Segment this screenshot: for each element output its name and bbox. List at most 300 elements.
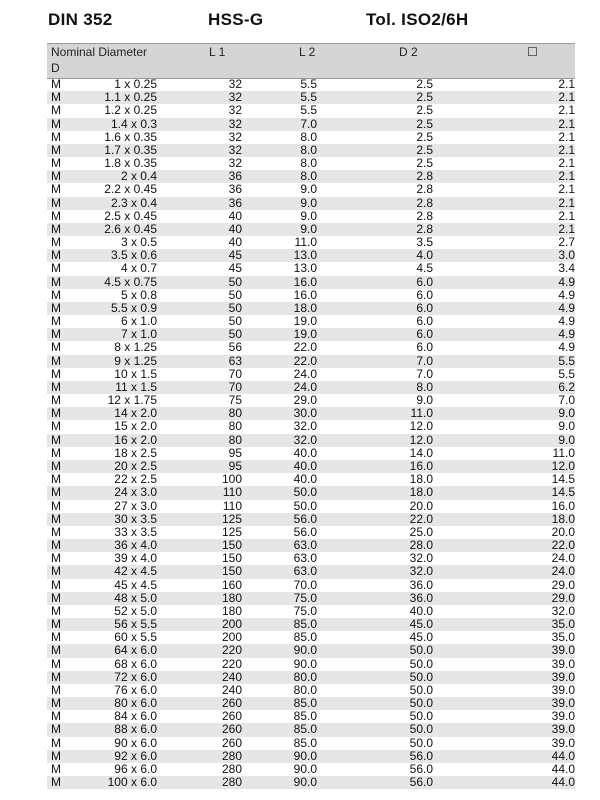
nominal-size-cell: 4.5 x 0.75 xyxy=(104,274,157,289)
d2-cell: 32.0 xyxy=(409,564,433,579)
l1-cell: 32 xyxy=(228,77,242,91)
d2-cell: 40.0 xyxy=(409,603,433,618)
l2-cell: 63.0 xyxy=(293,551,317,566)
table-row xyxy=(47,289,575,302)
thread-prefix: M xyxy=(51,590,61,605)
nominal-size-cell: 30 x 3.5 xyxy=(114,511,157,526)
nominal-size-cell: 22 x 2.5 xyxy=(114,472,157,487)
l1-cell: 180 xyxy=(221,603,242,618)
l1-cell: 220 xyxy=(221,643,242,658)
table-row xyxy=(47,262,575,275)
nominal-size-cell: 92 x 6.0 xyxy=(114,748,157,763)
square-cell: 9.0 xyxy=(558,419,575,434)
l1-cell: 125 xyxy=(221,511,242,526)
square-cell: 16.0 xyxy=(551,498,575,513)
l1-cell: 50 xyxy=(228,314,242,329)
nominal-size-cell: 5.5 x 0.9 xyxy=(110,300,157,315)
thread-prefix: M xyxy=(51,353,61,368)
thread-prefix: M xyxy=(51,103,61,118)
l1-cell: 56 xyxy=(228,340,242,355)
square-cell: 29.0 xyxy=(551,577,575,592)
d2-cell: 6.0 xyxy=(416,274,433,289)
square-cell: 3.4 xyxy=(558,261,575,276)
thread-prefix: M xyxy=(51,129,61,144)
thread-prefix: M xyxy=(51,287,61,302)
square-cell: 9.0 xyxy=(558,406,575,421)
thread-prefix: M xyxy=(51,195,61,210)
d2-cell: 16.0 xyxy=(409,458,433,473)
l1-cell: 200 xyxy=(221,630,242,645)
table-row xyxy=(47,131,575,144)
l1-cell: 100 xyxy=(221,472,242,487)
l2-cell: 80.0 xyxy=(293,669,317,684)
square-cell: 4.9 xyxy=(558,314,575,329)
l2-cell: 5.5 xyxy=(300,103,317,118)
square-cell: 11.0 xyxy=(552,445,575,460)
thread-prefix: M xyxy=(51,314,61,329)
nominal-size-cell: 3.5 x 0.6 xyxy=(110,248,157,263)
nominal-size-cell: 80 x 6.0 xyxy=(114,696,157,711)
nominal-size-cell: 60 x 5.5 xyxy=(114,630,157,645)
square-cell: 2.1 xyxy=(558,156,575,171)
d2-cell: 2.8 xyxy=(416,182,433,197)
thread-prefix: M xyxy=(51,248,61,263)
d2-cell: 50.0 xyxy=(409,735,433,750)
l1-cell: 32 xyxy=(228,129,242,144)
thread-prefix: M xyxy=(51,775,61,790)
thread-prefix: M xyxy=(51,551,61,566)
header-d: D xyxy=(51,61,60,75)
l1-cell: 150 xyxy=(221,551,242,566)
l2-cell: 50.0 xyxy=(293,485,317,500)
thread-prefix: M xyxy=(51,142,61,157)
table-header xyxy=(47,43,575,79)
d2-cell: 45.0 xyxy=(409,630,433,645)
table-row xyxy=(47,513,575,526)
square-cell: 4.9 xyxy=(558,327,575,342)
l2-cell: 70.0 xyxy=(293,577,317,592)
nominal-size-cell: 1.8 x 0.35 xyxy=(104,156,157,171)
square-cell: 2.1 xyxy=(558,103,575,118)
d2-cell: 14.0 xyxy=(409,445,433,460)
l1-cell: 260 xyxy=(221,696,242,711)
table-row xyxy=(47,355,575,368)
l1-cell: 63 xyxy=(228,353,242,368)
nominal-size-cell: 1.2 x 0.25 xyxy=(104,103,157,118)
d2-cell: 4.0 xyxy=(416,248,433,263)
d2-cell: 6.0 xyxy=(416,300,433,315)
nominal-size-cell: 1.4 x 0.3 xyxy=(110,116,157,131)
nominal-size-cell: 2 x 0.4 xyxy=(120,169,157,184)
square-cell: 29.0 xyxy=(551,590,575,605)
square-cell: 39.0 xyxy=(551,722,575,737)
d2-cell: 2.5 xyxy=(416,103,433,118)
thread-prefix: M xyxy=(51,458,61,473)
table-row xyxy=(47,197,575,210)
square-cell: 32.0 xyxy=(551,603,575,618)
d2-cell: 18.0 xyxy=(409,485,433,500)
tolerance-title: Tol. ISO2/6H xyxy=(366,10,469,29)
l2-cell: 85.0 xyxy=(293,709,317,724)
l1-cell: 70 xyxy=(228,379,242,394)
table-row xyxy=(47,104,575,117)
thread-prefix: M xyxy=(51,485,61,500)
thread-prefix: M xyxy=(51,564,61,579)
d2-cell: 2.8 xyxy=(416,221,433,236)
l1-cell: 80 xyxy=(228,419,242,434)
square-cell: 4.9 xyxy=(558,300,575,315)
l2-cell: 50.0 xyxy=(293,498,317,513)
l2-cell: 90.0 xyxy=(293,656,317,671)
d2-cell: 2.8 xyxy=(416,195,433,210)
nominal-size-cell: 1.7 x 0.35 xyxy=(104,142,157,157)
standard-title: DIN 352 xyxy=(48,10,113,29)
d2-cell: 18.0 xyxy=(409,472,433,487)
nominal-size-cell: 1 x 0.25 xyxy=(114,77,157,91)
l2-cell: 90.0 xyxy=(293,775,317,790)
square-cell: 39.0 xyxy=(551,656,575,671)
l1-cell: 240 xyxy=(221,682,242,697)
l1-cell: 36 xyxy=(228,182,242,197)
l1-cell: 50 xyxy=(228,327,242,342)
square-cell: 5.5 xyxy=(558,366,575,381)
l1-cell: 160 xyxy=(221,577,242,592)
table-row xyxy=(47,210,575,223)
nominal-size-cell: 100 x 6.0 xyxy=(107,775,157,790)
nominal-size-cell: 11 x 1.5 xyxy=(115,379,157,394)
table-row xyxy=(47,750,575,763)
table-row xyxy=(47,276,575,289)
header-d2: D 2 xyxy=(399,45,418,59)
l1-cell: 32 xyxy=(228,90,242,105)
d2-cell: 7.0 xyxy=(416,366,433,381)
d2-cell: 8.0 xyxy=(416,379,433,394)
thread-prefix: M xyxy=(51,735,61,750)
l2-cell: 8.0 xyxy=(300,142,317,157)
nominal-size-cell: 42 x 4.5 xyxy=(114,564,157,579)
d2-cell: 7.0 xyxy=(416,353,433,368)
table-row xyxy=(47,737,575,750)
l2-cell: 85.0 xyxy=(293,630,317,645)
l1-cell: 50 xyxy=(228,287,242,302)
thread-prefix: M xyxy=(51,156,61,171)
square-cell: 35.0 xyxy=(551,617,575,632)
nominal-size-cell: 2.2 x 0.45 xyxy=(104,182,157,197)
l2-cell: 75.0 xyxy=(293,603,317,618)
square-cell: 44.0 xyxy=(551,761,575,776)
l1-cell: 36 xyxy=(228,195,242,210)
l2-cell: 22.0 xyxy=(293,340,317,355)
nominal-size-cell: 39 x 4.0 xyxy=(114,551,157,566)
d2-cell: 2.5 xyxy=(416,156,433,171)
square-cell: 39.0 xyxy=(551,709,575,724)
d2-cell: 50.0 xyxy=(409,696,433,711)
square-cell: 2.1 xyxy=(558,116,575,131)
thread-prefix: M xyxy=(51,340,61,355)
l2-cell: 40.0 xyxy=(293,458,317,473)
nominal-size-cell: 56 x 5.5 xyxy=(114,617,157,632)
table-row xyxy=(47,776,575,789)
thread-prefix: M xyxy=(51,748,61,763)
table-row xyxy=(47,447,575,460)
l1-cell: 50 xyxy=(228,300,242,315)
table-row xyxy=(47,592,575,605)
table-row xyxy=(47,579,575,592)
material-title: HSS-G xyxy=(208,10,264,29)
l2-cell: 40.0 xyxy=(293,472,317,487)
d2-cell: 50.0 xyxy=(409,722,433,737)
d2-cell: 6.0 xyxy=(416,340,433,355)
thread-prefix: M xyxy=(51,393,61,408)
d2-cell: 56.0 xyxy=(409,761,433,776)
l2-cell: 11.0 xyxy=(294,235,317,250)
d2-cell: 50.0 xyxy=(409,682,433,697)
thread-prefix: M xyxy=(51,577,61,592)
thread-prefix: M xyxy=(51,603,61,618)
square-cell: 12.0 xyxy=(551,458,575,473)
l2-cell: 13.0 xyxy=(293,261,317,276)
l2-cell: 5.5 xyxy=(300,77,317,91)
l1-cell: 32 xyxy=(228,116,242,131)
l2-cell: 90.0 xyxy=(293,761,317,776)
l1-cell: 70 xyxy=(228,366,242,381)
d2-cell: 2.8 xyxy=(416,169,433,184)
thread-prefix: M xyxy=(51,538,61,553)
square-cell: 14.5 xyxy=(551,472,575,487)
nominal-size-cell: 8 x 1.25 xyxy=(114,340,157,355)
l2-cell: 56.0 xyxy=(293,524,317,539)
d2-cell: 11.0 xyxy=(410,406,433,421)
square-cell: 39.0 xyxy=(551,696,575,711)
nominal-size-cell: 5 x 0.8 xyxy=(120,287,157,302)
l2-cell: 56.0 xyxy=(293,511,317,526)
table-row xyxy=(47,341,575,354)
header-nominal-diameter: Nominal Diameter xyxy=(51,45,148,59)
l1-cell: 32 xyxy=(228,142,242,157)
document-title-row xyxy=(0,10,600,34)
thread-prefix: M xyxy=(51,221,61,236)
nominal-size-cell: 2.5 x 0.45 xyxy=(104,208,157,223)
nominal-size-cell: 9 x 1.25 xyxy=(114,353,157,368)
square-cell: 9.0 xyxy=(558,432,575,447)
l1-cell: 32 xyxy=(228,103,242,118)
d2-cell: 36.0 xyxy=(409,590,433,605)
l2-cell: 32.0 xyxy=(293,432,317,447)
l2-cell: 8.0 xyxy=(300,156,317,171)
nominal-size-cell: 15 x 2.0 xyxy=(114,419,157,434)
d2-cell: 45.0 xyxy=(409,617,433,632)
l2-cell: 32.0 xyxy=(293,419,317,434)
nominal-size-cell: 20 x 2.5 xyxy=(114,458,157,473)
l1-cell: 150 xyxy=(221,564,242,579)
l2-cell: 29.0 xyxy=(293,393,317,408)
l2-cell: 22.0 xyxy=(293,353,317,368)
l1-cell: 110 xyxy=(222,498,242,513)
nominal-size-cell: 10 x 1.5 xyxy=(114,366,157,381)
square-cell: 24.0 xyxy=(551,551,575,566)
d2-cell: 2.5 xyxy=(416,129,433,144)
table-row xyxy=(47,565,575,578)
thread-prefix: M xyxy=(51,498,61,513)
d2-cell: 12.0 xyxy=(409,432,433,447)
thread-prefix: M xyxy=(51,90,61,105)
thread-prefix: M xyxy=(51,169,61,184)
nominal-size-cell: 27 x 3.0 xyxy=(114,498,157,513)
l2-cell: 80.0 xyxy=(293,682,317,697)
table-row xyxy=(47,434,575,447)
thread-prefix: M xyxy=(51,682,61,697)
square-cell: 2.1 xyxy=(558,182,575,197)
d2-cell: 50.0 xyxy=(409,656,433,671)
thread-prefix: M xyxy=(51,472,61,487)
l2-cell: 85.0 xyxy=(293,722,317,737)
nominal-size-cell: 1.6 x 0.35 xyxy=(104,129,157,144)
square-cell: 4.9 xyxy=(558,340,575,355)
nominal-size-cell: 45 x 4.5 xyxy=(114,577,157,592)
l1-cell: 40 xyxy=(228,221,242,236)
d2-cell: 12.0 xyxy=(409,419,433,434)
thread-prefix: M xyxy=(51,182,61,197)
square-cell: 39.0 xyxy=(551,643,575,658)
nominal-size-cell: 36 x 4.0 xyxy=(114,538,157,553)
l2-cell: 85.0 xyxy=(293,696,317,711)
thread-prefix: M xyxy=(51,511,61,526)
d2-cell: 56.0 xyxy=(409,748,433,763)
nominal-size-cell: 16 x 2.0 xyxy=(114,432,157,447)
thread-prefix: M xyxy=(51,77,61,91)
thread-prefix: M xyxy=(51,208,61,223)
l1-cell: 220 xyxy=(221,656,242,671)
nominal-size-cell: 96 x 6.0 xyxy=(114,761,157,776)
l2-cell: 9.0 xyxy=(300,208,317,223)
l2-cell: 8.0 xyxy=(300,129,317,144)
l1-cell: 75 xyxy=(228,393,242,408)
l1-cell: 95 xyxy=(228,458,242,473)
square-cell: 44.0 xyxy=(551,748,575,763)
l2-cell: 13.0 xyxy=(293,248,317,263)
thread-prefix: M xyxy=(51,617,61,632)
square-cell: 39.0 xyxy=(551,669,575,684)
l2-cell: 7.0 xyxy=(300,116,317,131)
thread-prefix: M xyxy=(51,366,61,381)
l2-cell: 16.0 xyxy=(293,287,317,302)
l2-cell: 30.0 xyxy=(293,406,317,421)
square-cell: 2.1 xyxy=(558,90,575,105)
thread-prefix: M xyxy=(51,300,61,315)
square-cell: 14.5 xyxy=(551,485,575,500)
l1-cell: 200 xyxy=(221,617,242,632)
square-cell: 2.1 xyxy=(558,77,575,91)
d2-cell: 2.8 xyxy=(416,208,433,223)
l2-cell: 9.0 xyxy=(300,221,317,236)
l2-cell: 5.5 xyxy=(300,90,317,105)
thread-prefix: M xyxy=(51,327,61,342)
d2-cell: 6.0 xyxy=(416,314,433,329)
d2-cell: 50.0 xyxy=(409,709,433,724)
nominal-size-cell: 52 x 5.0 xyxy=(114,603,157,618)
d2-cell: 56.0 xyxy=(409,775,433,790)
header-l2: L 2 xyxy=(299,45,316,59)
square-cell: 2.1 xyxy=(558,169,575,184)
l1-cell: 260 xyxy=(221,735,242,750)
l1-cell: 280 xyxy=(221,748,242,763)
d2-cell: 36.0 xyxy=(409,577,433,592)
l1-cell: 280 xyxy=(221,775,242,790)
d2-cell: 9.0 xyxy=(416,393,433,408)
l1-cell: 80 xyxy=(228,432,242,447)
l2-cell: 90.0 xyxy=(293,748,317,763)
square-cell: 2.1 xyxy=(558,142,575,157)
l2-cell: 19.0 xyxy=(293,327,317,342)
l2-cell: 8.0 xyxy=(300,169,317,184)
l2-cell: 40.0 xyxy=(293,445,317,460)
table-row xyxy=(47,671,575,684)
l1-cell: 110 xyxy=(222,485,242,500)
table-row xyxy=(47,500,575,513)
square-cell: 39.0 xyxy=(551,682,575,697)
d2-cell: 2.5 xyxy=(416,90,433,105)
square-cell: 7.0 xyxy=(558,393,575,408)
nominal-size-cell: 24 x 3.0 xyxy=(114,485,157,500)
nominal-size-cell: 90 x 6.0 xyxy=(114,735,157,750)
square-cell: 4.9 xyxy=(558,274,575,289)
square-cell: 3.0 xyxy=(558,248,575,263)
nominal-size-cell: 1.1 x 0.25 xyxy=(104,90,157,105)
l1-cell: 80 xyxy=(228,406,242,421)
table-row xyxy=(47,368,575,381)
l1-cell: 45 xyxy=(228,248,242,263)
nominal-size-cell: 2.3 x 0.4 xyxy=(110,195,157,210)
l2-cell: 9.0 xyxy=(300,195,317,210)
d2-cell: 22.0 xyxy=(409,511,433,526)
thread-prefix: M xyxy=(51,379,61,394)
thread-prefix: M xyxy=(51,656,61,671)
l2-cell: 63.0 xyxy=(293,538,317,553)
thread-prefix: M xyxy=(51,669,61,684)
square-cell: 24.0 xyxy=(551,564,575,579)
thread-prefix: M xyxy=(51,419,61,434)
square-cell: 2.7 xyxy=(558,235,575,250)
l2-cell: 19.0 xyxy=(293,314,317,329)
square-cell: 18.0 xyxy=(551,511,575,526)
square-cell: 2.1 xyxy=(558,221,575,236)
d2-cell: 50.0 xyxy=(409,643,433,658)
l1-cell: 150 xyxy=(221,538,242,553)
nominal-size-cell: 18 x 2.5 xyxy=(114,445,157,460)
square-cell: 6.2 xyxy=(558,379,575,394)
nominal-size-cell: 84 x 6.0 xyxy=(114,709,157,724)
l1-cell: 240 xyxy=(221,669,242,684)
l2-cell: 24.0 xyxy=(293,379,317,394)
d2-cell: 2.5 xyxy=(416,77,433,91)
d2-cell: 3.5 xyxy=(416,235,433,250)
nominal-size-cell: 64 x 6.0 xyxy=(114,643,157,658)
l2-cell: 90.0 xyxy=(293,643,317,658)
nominal-size-cell: 88 x 6.0 xyxy=(114,722,157,737)
nominal-size-cell: 48 x 5.0 xyxy=(114,590,157,605)
nominal-size-cell: 6 x 1.0 xyxy=(120,314,157,329)
dimension-table xyxy=(47,78,575,789)
thread-prefix: M xyxy=(51,761,61,776)
square-size-icon: ☐ xyxy=(527,45,538,59)
table-row xyxy=(47,658,575,671)
d2-cell: 25.0 xyxy=(409,524,433,539)
nominal-size-cell: 72 x 6.0 xyxy=(114,669,157,684)
table-row xyxy=(47,420,575,433)
table-row xyxy=(47,183,575,196)
d2-cell: 20.0 xyxy=(409,498,433,513)
nominal-size-cell: 4 x 0.7 xyxy=(120,261,157,276)
